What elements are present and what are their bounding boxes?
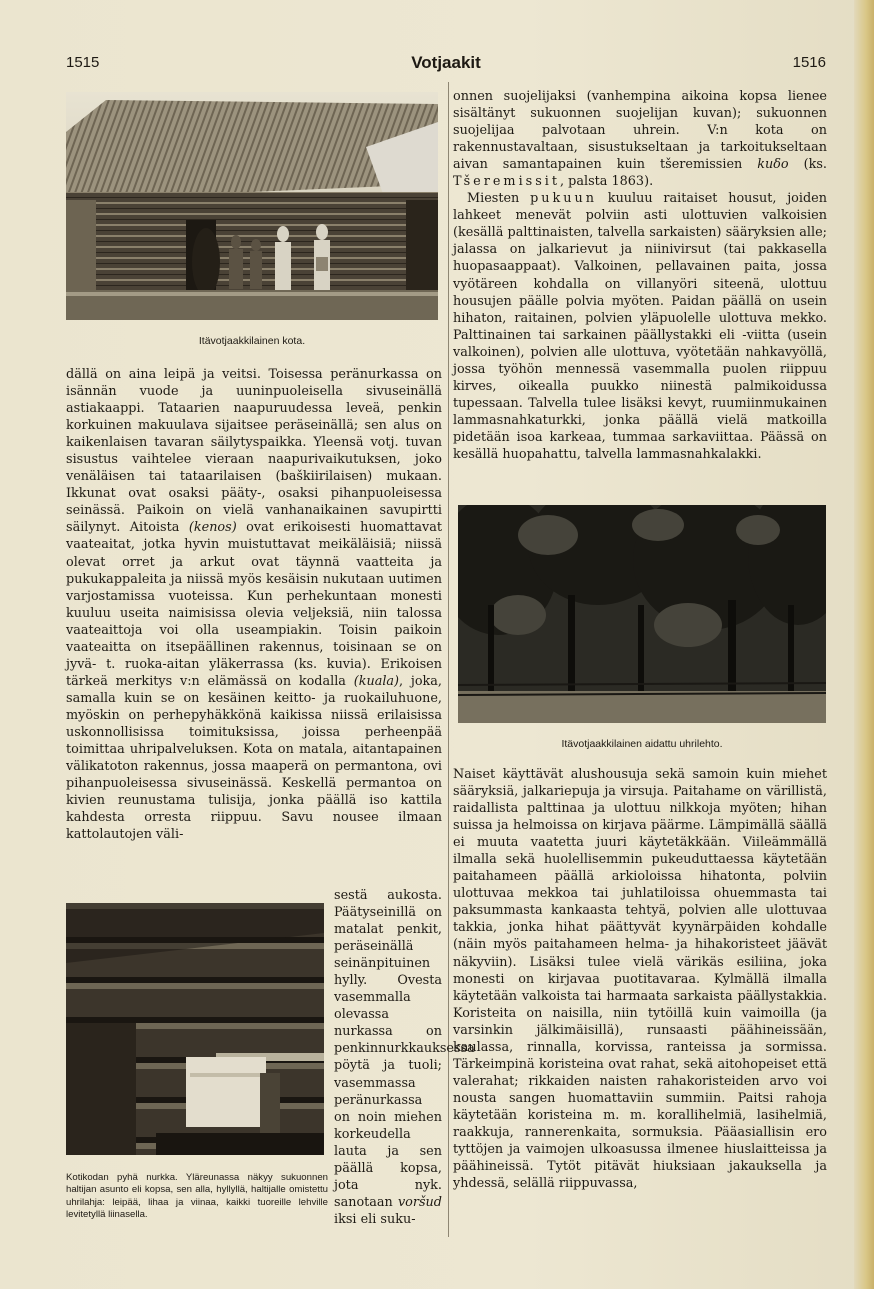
wrap-paragraph: sestä aukosta. Päätyseinillä on matalat penkit, peräseinällä seinänpituinen hylly. Ovesta vasemmalla olevassa nurkassa on penkinnurkkauksessa pöytä ja tuoli; vasemmassa peränurkassa on noin miehen korkeudella lauta ja sen päällä kopsa, jota nyk. sanotaan	[334, 888, 475, 1210]
grove-caption: Itävotjaakkilainen aidattu uhrilehto.	[561, 738, 723, 750]
term-kuala: (kuala)	[353, 673, 400, 689]
left-column-text	[66, 366, 442, 843]
hut-photo	[66, 92, 438, 320]
right-paragraph-1-end: , palsta 1863).	[560, 174, 654, 190]
right-paragraph-1: onnen suojelijaksi (vanhempina aikoina kopsa lienee sisältänyt sukuonnen suojelijan kuvan); sukuonnen suojelijaa palvotaan uhrein. V:n kota on rakennustavaltaan, sisustukseltaan ja tarkoitukseltaan aivan samantapainen kuin tšeremissien	[453, 89, 827, 173]
term-kudo: kuδo	[757, 157, 789, 173]
running-title: Votjaakit	[411, 53, 481, 72]
left-paragraph-cont: ovat erikoisesti huomattavat vaateaitat, jotka hyvin muistuttavat meikäläisiä; niissä olevat orret ja arkut ovat täynnä vaatteita ja pukukappaleita ja niissä myös kesäisin nukutaan uutimen varjostamissa vuoteissa. Kun perhekuntaan monesti kuuluu useita naimisissa olevia veljeksiä, niin talossa vaateaittoja voi olla useampiakin. Toisin paikoin vaateaitta on itsepäällinen rakennus, toisinaan se on jyvä- t. ruoka-aitan yläkerrassa (ks. kuvia). Erikoisen tärkeä merkitys v:n elämässä on kodalla	[66, 520, 442, 689]
page-header	[66, 54, 826, 76]
left-paragraph: dällä on aina leipä ja veitsi. Toisessa peränurkassa on isännän vuode ja uuninpuoleisella sivuseinällä astiakaappi. Tataarien naapuruudessa leveä, penkin korkuinen makuulava sijaitsee peräseinällä; sen alus on kaikenlaisen tavaran säilytyspaikka. Yleensä votj. tuvan sisustus vaihtelee vieraan naapurivaikutuksen, joko venäläisen tai tataarilaisen (baškiirilaisen) mukaan. Ikkunat ovat osaksi pääty-, osaksi pihanpuoleisessa seinässä. Paikoin on vielä vanhanaikainen savupirtti säilynyt. Aitoista	[66, 367, 442, 536]
left-column-wrap-text	[334, 887, 475, 1228]
grove-photo	[458, 505, 826, 723]
column-divider	[448, 82, 449, 1237]
right-paragraph-1-cont: (ks.	[788, 157, 827, 173]
term-kenos: (kenos)	[188, 520, 237, 536]
wrap-paragraph-end: iksi eli suku-	[334, 1211, 416, 1227]
cross-ref-tseremissit: Tšeremissit	[453, 174, 561, 190]
holy-corner-photo	[66, 903, 324, 1155]
holy-corner-caption: Kotikodan pyhä nurkka. Yläreunassa näkyy sukuonnen haltijan asunto eli kopsa, sen alla, hyllyllä, haltijalle omistettu uhrilahja: leipää, lihaa ja viinaa, kaikki tuoreille lehville levitetyllä liinasella.	[66, 1172, 328, 1221]
term-vorsud: voršud	[397, 1194, 442, 1210]
right-column-text-bottom	[453, 766, 827, 1192]
right-column-text-top	[453, 88, 827, 463]
page-number-right: 1516	[792, 54, 826, 71]
left-paragraph-end: , joka, samalla kuin se on kesäinen keitto- ja ruokailuhuone, myöskin on perhepyhäkkönä kaikissa niissä erilaisissa uskonnollisissa toimituksissa, joissa perheenpää toimittaa uhripalveluksen. Kota on matala, aitantapainen välikatoton rakennus, jossa maaperä on permantona, ovi pihanpuoleisessa sivuseinässä. Keskellä permantoa on kivien reunustama tulisija, jonka päällä iso kattila kahdesta orresta riippuu. Savu nousee ilmaan kattolautojen väli-	[66, 673, 443, 843]
right-paragraph-3: Naiset käyttävät alushousuja sekä samoin kuin miehet sääryksiä, jalkariepuja ja virsuja. Paitahame on värillistä, raidallista palttinaa ja ulottuu nilkkoja myöten; hihan suissa ja helmoissa on kirjava päärme. Lämpimällä säällä ei muuta vaatetta juuri käytetäkkään. Viileämmällä ilmalla sekä huolellisemmin pukeuduttaessa käytetään paitahameen päällä arkioloissa hihatonta, polviin ulottuvaa mekkoa tai juhlatiloissa ohuemmasta tai paksummasta kankaasta tehtyä, polvien alle ulottuvaa takkia, jonka hihat päättyvät kyynärpäiden kohdalle (näin myös paitahameen helma- ja hihakoristeet jäävät näkyviin). Lisäksi tulee vielä värikäs esiliina, joka monesti on kirjavaa puotitavaraa. Kylmällä ilmalla käytetään valkoista tai harmaata sarkaista päällystakkia. Koristeita on naisilla, niin tytöillä kuin vaimoilla (ja varsinkin jälkimäisillä), runsaasti päähineissään, kaulassa, rinnalla, korvissa, ranteissa ja sormissa. Tärkeimpinä koristeina ovat rahat, sekä aitohopeiset että valerahat; rikkaiden naisten rahakoristeiden arvo voi nousta sangen huomattaviin summiin. Paitsi rahoja käytetään koristeina m. m. korallihelmiä, lasihelmiä, raakkuja, rannerenkaita, sormuksia. Pääasiallisin ero tyttöjen ja vaimojen ulkoasussa ilmenee hiuslaitteissa ja päähineissä. Tytöt pitävät hiuksiaan jakauksella ja yhdessä, selällä riippuvassa,	[453, 767, 827, 1192]
page-number-left: 1515	[66, 54, 100, 71]
page-edge	[854, 0, 874, 1289]
hut-caption: Itävotjaakkilainen kota.	[198, 335, 306, 347]
term-pukuun: pukuun	[530, 191, 598, 207]
right-paragraph-2: kuuluu raitaiset housut, joiden lahkeet menevät polviin asti ulottuvien valkoisien (kesällä palttinaisten, talvella sarkaisten) sääryksien alle; jalassa on jalkarievut ja niinivirsut (tai pakkasella huopasaappaat). Valkoinen, pellavainen paita, jossa vyötäreen kohdalla on villanyöri siteenä, ulottuu housujen päälle polvia myöten. Paidan päällä on usein hihaton, raitainen, polvien yläpuolelle ulottuva mekko. Palttinainen tai sarkainen päällystakki eli -viitta (usein valkoinen), polvien alle ulottuva, vyötetään nahkavyöllä, jossa työhön mennessä vasemmalla puolen riippuu kirves, oikealla puukko niinestä palmikoidussa tupessaan. Talvella tulee lisäksi kevyt, ruumiinmukainen lammasnahkaturkki, jonka päällä vielä matkoilla pidetään isoa karkeaa, tummaa sarkaviittaa. Päässä on kesällä huopahattu, talvella lammasnahkalakki.	[453, 191, 827, 462]
right-paragraph-2-start: Miesten	[467, 191, 531, 207]
